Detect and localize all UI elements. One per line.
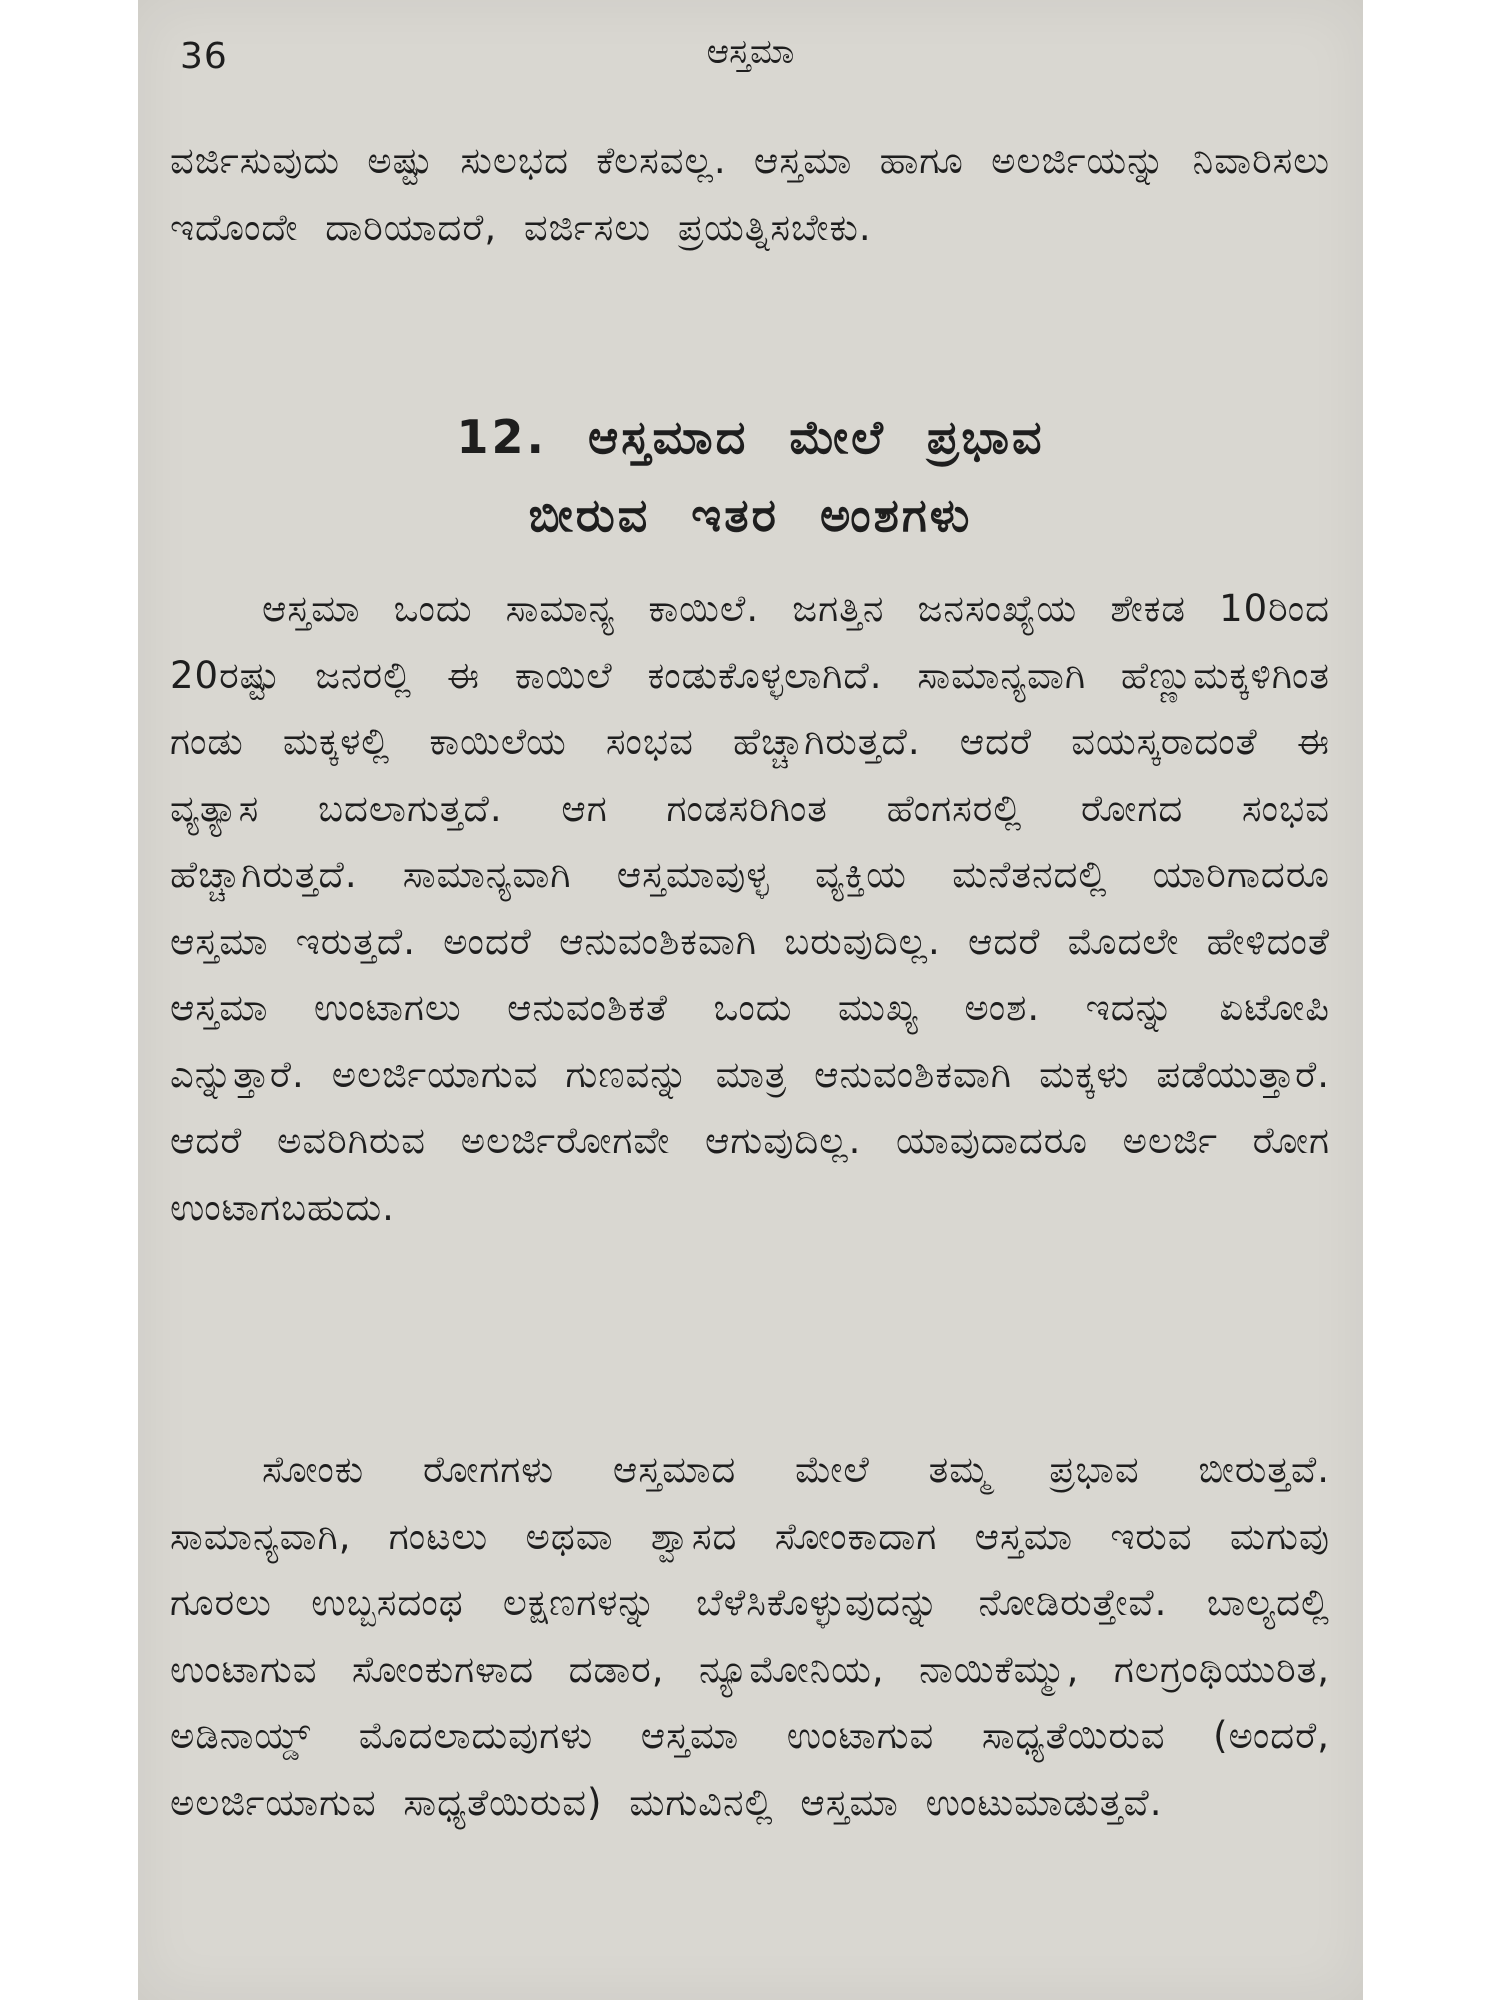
running-title: ಆಸ್ತಮಾ [706,32,795,72]
page-number: 36 [180,36,228,77]
section-heading [138,398,1363,554]
paragraph-2: ಸೋಂಕು ರೋಗಗಳು ಆಸ್ತಮಾದ ಮೇಲೆ ತಮ್ಮ ಪ್ರಭಾವ ಬೀರುತ್ತವೆ. ಸಾಮಾನ್ಯವಾಗಿ, ಗಂಟಲು ಅಥವಾ ಶ್ವಾಸದ ಸೋಂಕಾದಾಗ ಆಸ್ತಮಾ ಇರುವ ಮಗುವು ಗೂರಲು ಉಬ್ಬಸದಂಥ ಲಕ್ಷಣಗಳನ್ನು ಬೆಳೆಸಿಕೊಳ್ಳುವುದನ್ನು ನೋಡಿರುತ್ತೇವೆ. ಬಾಲ್ಯದಲ್ಲಿ ಉಂಟಾಗುವ ಸೋಂಕುಗಳಾದ ದಡಾರ, ನ್ಯೂಮೋನಿಯ, ನಾಯಿಕೆಮ್ಮು, ಗಲಗ್ರಂಥಿಯುರಿತ, ಅಡಿನಾಯ್ಡ್ ಮೊದಲಾದುವುಗಳು ಆಸ್ತಮಾ ಉಂಟಾಗುವ ಸಾಧ್ಯತೆಯಿರುವ (ಅಂದರೆ, ಅಲರ್ಜಿಯಾಗುವ ಸಾಧ್ಯತೆಯಿರುವ) ಮಗುವಿನಲ್ಲಿ ಆಸ್ತಮಾ ಉಂಟುಮಾಡುತ್ತವೆ. [170,1448,1330,1824]
section-heading-line-1: 12. ಆಸ್ತಮಾದ ಮೇಲೆ ಪ್ರಭಾವ [456,410,1045,464]
section-heading-line-2: ಬೀರುವ ಇತರ ಅಂಶಗಳು [528,488,973,542]
paragraph-intro: ವರ್ಜಿಸುವುದು ಅಷ್ಟು ಸುಲಭದ ಕೆಲಸವಲ್ಲ. ಆಸ್ತಮಾ ಹಾಗೂ ಅಲರ್ಜಿಯನ್ನು ನಿವಾರಿಸಲು ಇದೊಂದೇ ದಾರಿಯಾದರೆ, ವರ್ಜಿಸಲು ಪ್ರಯತ್ನಿಸಬೇಕು. [170,139,1330,249]
book-page [138,0,1363,2000]
page-header [138,32,1363,82]
paragraph-1: ಆಸ್ತಮಾ ಒಂದು ಸಾಮಾನ್ಯ ಕಾಯಿಲೆ. ಜಗತ್ತಿನ ಜನಸಂಖ್ಯೆಯ ಶೇಕಡ 10ರಿಂದ 20ರಷ್ಟು ಜನರಲ್ಲಿ ಈ ಕಾಯಿಲೆ ಕಂಡುಕೊಳ್ಳಲಾಗಿದೆ. ಸಾಮಾನ್ಯವಾಗಿ ಹೆಣ್ಣುಮಕ್ಕಳಿಗಿಂತ ಗಂಡು ಮಕ್ಕಳಲ್ಲಿ ಕಾಯಿಲೆಯ ಸಂಭವ ಹೆಚ್ಚಾಗಿರುತ್ತದೆ. ಆದರೆ ವಯಸ್ಕರಾದಂತೆ ಈ ವ್ಯತ್ಯಾಸ ಬದಲಾಗುತ್ತದೆ. ಆಗ ಗಂಡಸರಿಗಿಂತ ಹೆಂಗಸರಲ್ಲಿ ರೋಗದ ಸಂಭವ ಹೆಚ್ಚಾಗಿರುತ್ತದೆ. ಸಾಮಾನ್ಯವಾಗಿ ಆಸ್ತಮಾವುಳ್ಳ ವ್ಯಕ್ತಿಯ ಮನೆತನದಲ್ಲಿ ಯಾರಿಗಾದರೂ ಆಸ್ತಮಾ ಇರುತ್ತದೆ. ಅಂದರೆ ಆನುವಂಶಿಕವಾಗಿ ಬರುವುದಿಲ್ಲ. ಆದರೆ ಮೊದಲೇ ಹೇಳಿದಂತೆ ಆಸ್ತಮಾ ಉಂಟಾಗಲು ಆನುವಂಶಿಕತೆ ಒಂದು ಮುಖ್ಯ ಅಂಶ. ಇದನ್ನು ಏಟೋಪಿ ಎನ್ನುತ್ತಾರೆ. ಅಲರ್ಜಿಯಾಗುವ ಗುಣವನ್ನು ಮಾತ್ರ ಆನುವಂಶಿಕವಾಗಿ ಮಕ್ಕಳು ಪಡೆಯುತ್ತಾರೆ. ಆದರೆ ಅವರಿಗಿರುವ ಅಲರ್ಜಿರೋಗವೇ ಆಗುವುದಿಲ್ಲ. ಯಾವುದಾದರೂ ಅಲರ್ಜಿ ರೋಗ ಉಂಟಾಗಬಹುದು. [170,587,1330,1229]
